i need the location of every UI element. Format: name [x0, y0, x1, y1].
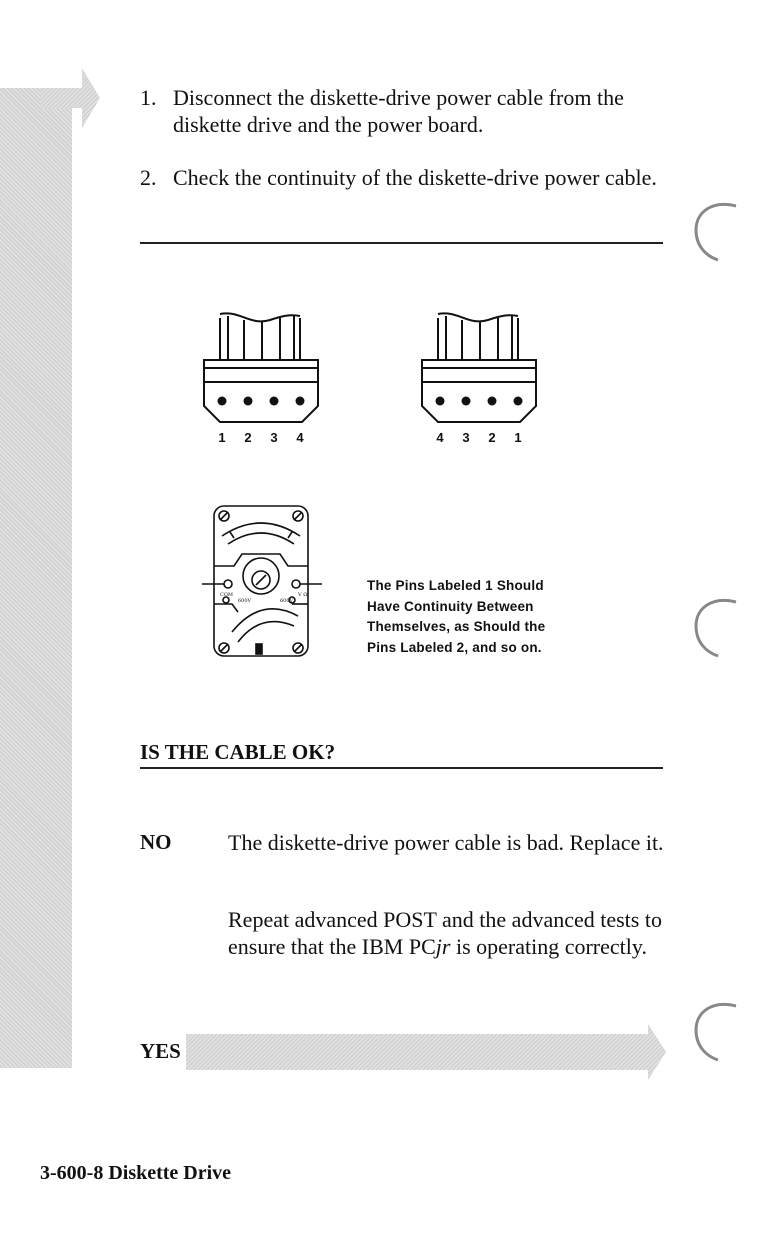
- note-line: Pins Labeled 2, and so on.: [367, 639, 542, 655]
- connector-left-icon: [200, 310, 322, 428]
- svg-text:600V: 600V: [280, 598, 294, 604]
- step-1: [140, 84, 670, 144]
- flow-bar-vertical: [0, 88, 72, 1068]
- right-pin-labels: [418, 430, 540, 448]
- text-segment: is operating correctly.: [450, 934, 647, 959]
- continuity-note: [367, 576, 607, 658]
- step-number: 2.: [140, 165, 157, 190]
- step-text: Check the continuity of the diskette-drive power cable.: [173, 165, 657, 190]
- pin-label: 2: [488, 430, 496, 445]
- page-footer: 3-600-8 Diskette Drive: [40, 1162, 232, 1184]
- svg-text:COM: COM: [220, 592, 234, 598]
- pin-label: 3: [462, 430, 470, 445]
- pin-label: 3: [270, 430, 278, 445]
- question-divider: [140, 767, 663, 769]
- step-number: 1.: [140, 85, 157, 110]
- question-heading: IS THE CABLE OK?: [140, 740, 336, 764]
- pin-label: 4: [296, 430, 304, 445]
- flow-arrow-right-icon: [40, 68, 102, 132]
- binder-hole-mark-top: [692, 198, 740, 264]
- yes-label: YES: [140, 1039, 181, 1063]
- binder-hole-mark-bottom: [692, 998, 740, 1064]
- flow-bar-bottom: [0, 1040, 72, 1068]
- step-text: Disconnect the diskette-drive power cable from the diskette drive and the power board.: [173, 85, 624, 137]
- note-line: Themselves, as Should the: [367, 619, 546, 634]
- left-pin-labels: [200, 430, 322, 448]
- section-divider: [140, 242, 663, 244]
- no-text-bad-cable: The diskette-drive power cable is bad. Replace it.: [228, 830, 664, 855]
- binder-hole-mark-middle: [692, 594, 740, 660]
- pin-label: 1: [218, 430, 226, 445]
- pin-label: 2: [244, 430, 252, 445]
- yes-arrow-icon: [186, 1024, 668, 1080]
- text-segment: Repeat advanced POST and the advanced tests to ensure that the IBM PC: [228, 907, 662, 959]
- no-text-repeat-tests: [228, 906, 668, 960]
- svg-text:600V: 600V: [238, 598, 252, 604]
- pin-label: 1: [514, 430, 522, 445]
- step-2: [140, 164, 670, 224]
- no-label: NO: [140, 830, 172, 854]
- svg-text:V Ω: V Ω: [298, 592, 308, 598]
- text-segment-italic: jr: [435, 934, 451, 959]
- note-line: Have Continuity Between: [367, 598, 534, 614]
- connector-right-icon: [418, 310, 540, 428]
- ohmmeter-icon: [198, 504, 324, 660]
- note-line: The Pins Labeled 1 Should: [367, 578, 544, 593]
- pin-label: 4: [436, 430, 444, 445]
